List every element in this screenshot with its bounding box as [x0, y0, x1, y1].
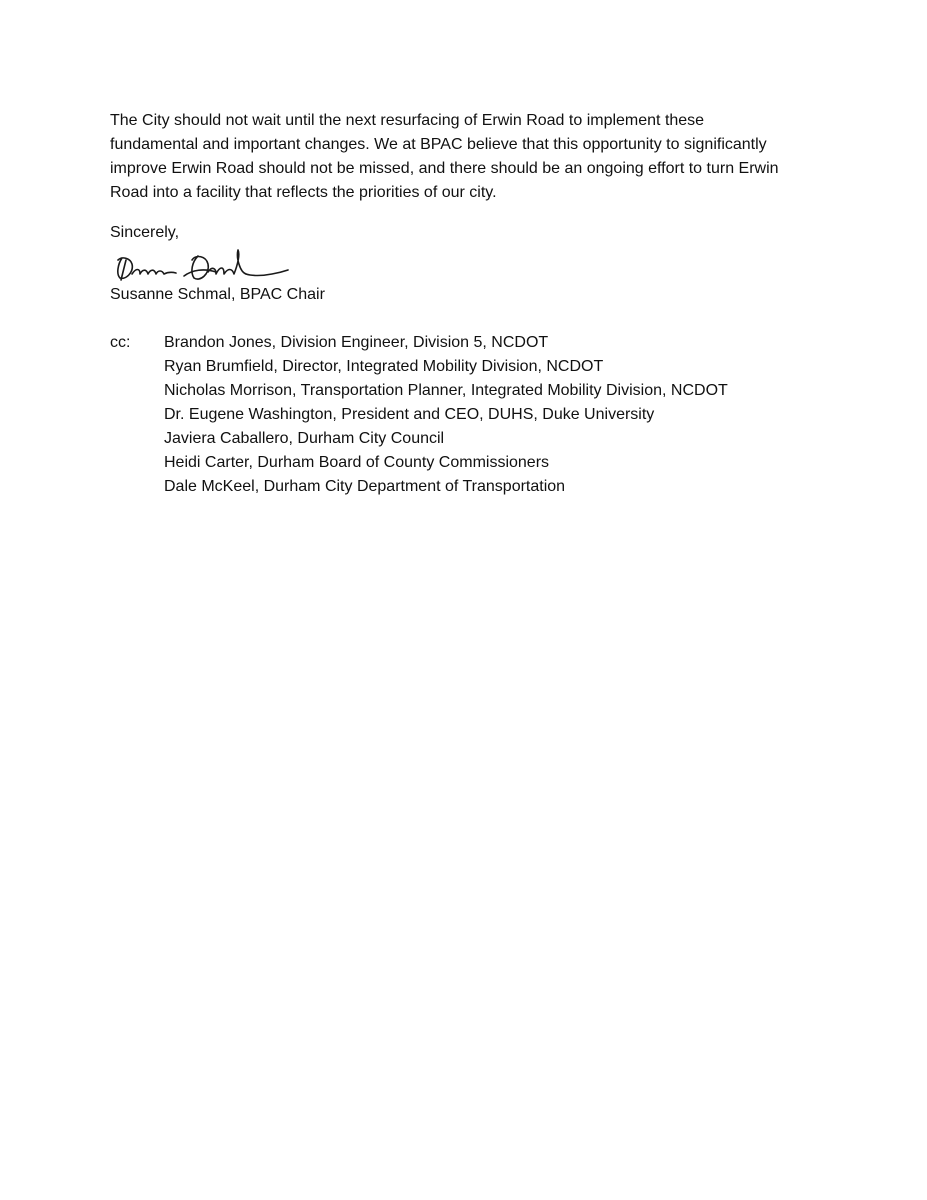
- cc-list: [164, 331, 728, 499]
- body-line: The City should not wait until the next resurfacing of Erwin Road to implement these: [110, 112, 705, 129]
- body-line: improve Erwin Road should not be missed, and there should be an ongoing effort to turn Erwin: [110, 160, 779, 177]
- cc-label: cc:: [110, 334, 131, 351]
- cc-recipient: Nicholas Morrison, Transportation Planner, Integrated Mobility Division, NCDOT: [164, 382, 728, 399]
- cc-recipient: Heidi Carter, Durham Board of County Commissioners: [164, 454, 550, 471]
- handwritten-signature: [112, 246, 292, 284]
- cc-recipient: Ryan Brumfield, Director, Integrated Mobility Division, NCDOT: [164, 358, 604, 375]
- body-line: Road into a facility that reflects the priorities of our city.: [110, 184, 497, 201]
- body-line: fundamental and important changes. We at BPAC believe that this opportunity to significantly: [110, 136, 767, 153]
- cc-recipient: Javiera Caballero, Durham City Council: [164, 430, 445, 447]
- cc-recipient: Brandon Jones, Division Engineer, Division 5, NCDOT: [164, 334, 549, 351]
- closing-salutation: Sincerely,: [110, 224, 180, 241]
- cc-recipient: Dr. Eugene Washington, President and CEO, DUHS, Duke University: [164, 406, 655, 423]
- cc-recipient: Dale McKeel, Durham City Department of Transportation: [164, 478, 566, 495]
- body-paragraph: [110, 109, 830, 205]
- signer-name: Susanne Schmal, BPAC Chair: [110, 286, 325, 303]
